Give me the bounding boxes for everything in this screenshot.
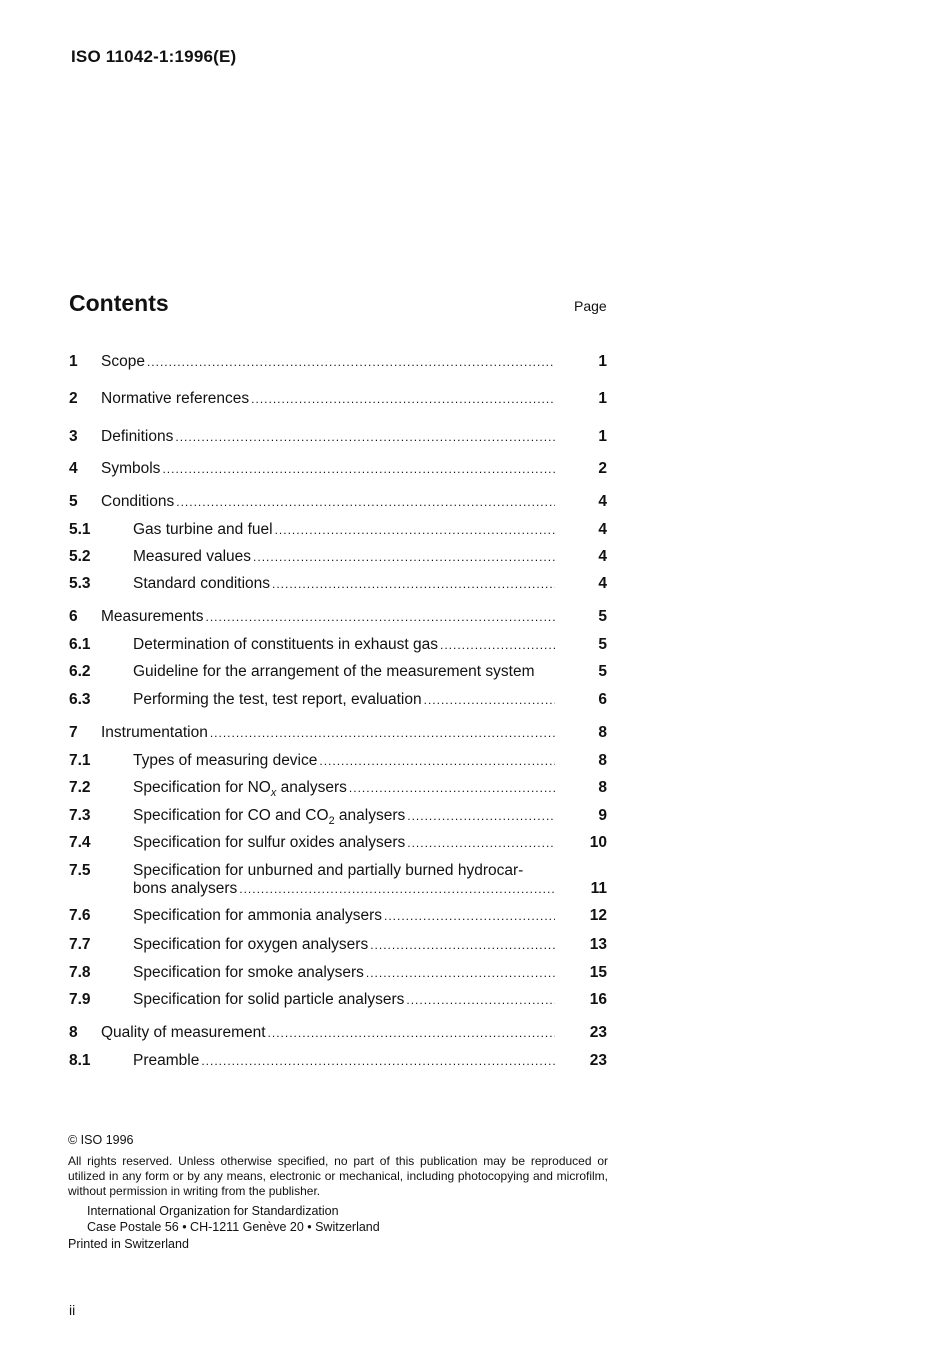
toc-label: Gas turbine and fuel <box>133 521 273 538</box>
toc-number: 7.9 <box>69 991 91 1008</box>
toc-number: 8.1 <box>69 1052 91 1069</box>
toc-page: 1 <box>598 353 607 370</box>
toc-page: 4 <box>598 493 607 510</box>
toc-number: 5 <box>69 493 78 510</box>
contents-title: Contents <box>69 290 169 316</box>
toc-page: 23 <box>589 1024 607 1041</box>
toc-label: Specification for $NO_x$ analysers <box>133 779 347 800</box>
toc-page: 2 <box>598 460 607 477</box>
publisher-address <box>87 1203 380 1235</box>
toc-number: 7 <box>69 724 78 741</box>
toc-label: Guideline for the arrangement of the measurement system <box>133 663 535 680</box>
toc-number: 7.6 <box>69 907 91 924</box>
toc-entry-6-2[interactable] <box>69 662 609 682</box>
toc-label: Specification for CO and $CO_2$ analysers <box>133 807 406 828</box>
toc-label: Performing the test, test report, evaluation <box>133 691 422 708</box>
toc-page: 1 <box>598 390 607 407</box>
toc-page: 4 <box>598 575 607 592</box>
toc-entry-3[interactable] <box>69 427 609 447</box>
document-id: ISO 11042-1:1996(E) <box>71 47 237 66</box>
toc-number: 2 <box>69 390 78 407</box>
toc-entry-7-2[interactable] <box>69 778 609 798</box>
toc-entry-1[interactable] <box>69 352 609 372</box>
toc-entry-5-1[interactable] <box>69 520 609 540</box>
toc-entry-7[interactable] <box>69 723 609 743</box>
toc-label: Measurements <box>101 608 204 625</box>
toc-number: 5.1 <box>69 521 91 538</box>
toc-entry-2[interactable] <box>69 389 609 409</box>
toc-number: 7.2 <box>69 779 91 796</box>
toc-entry-6-3[interactable] <box>69 690 609 710</box>
toc-label: Conditions <box>101 493 175 510</box>
toc-page: 5 <box>598 636 607 653</box>
toc-page: 15 <box>589 964 607 981</box>
toc-number: 5.3 <box>69 575 91 592</box>
printed-in: Printed in Switzerland <box>68 1237 189 1251</box>
toc-label-line1[interactable]: Specification for unburned and partially burned hydrocar- <box>133 862 524 879</box>
rights-statement: All rights reserved. Unless otherwise specified, no part of this publication may be reproduced or utilized in any form or by any means, electronic or mechanical, including photocopying and microfilm, without permission in writing from the publisher. <box>68 1154 608 1198</box>
toc-page: 4 <box>598 521 607 538</box>
toc-number: 7.4 <box>69 834 91 851</box>
toc-page: 9 <box>598 807 607 824</box>
toc-label: Specification for smoke analysers <box>133 964 364 981</box>
toc-label: Symbols <box>101 460 161 477</box>
toc-page: 11 <box>590 880 607 897</box>
toc-page: 23 <box>589 1052 607 1069</box>
org-name: International Organization for Standardization <box>87 1204 339 1218</box>
toc-entry-7-5[interactable] <box>69 879 609 899</box>
org-address: Case Postale 56 • CH-1211 Genève 20 • Switzerland <box>87 1220 380 1234</box>
toc-page: 16 <box>589 991 607 1008</box>
toc-entry-7-9[interactable] <box>69 990 609 1010</box>
toc-page: 13 <box>589 936 607 953</box>
toc-entry-5-2[interactable] <box>69 547 609 567</box>
toc-entry-7-4[interactable] <box>69 833 609 853</box>
toc-number: 3 <box>69 428 78 445</box>
toc-entry-8[interactable] <box>69 1023 609 1043</box>
toc-label: Normative references <box>101 390 250 407</box>
toc-page: 8 <box>598 752 607 769</box>
toc-entry-7-1[interactable] <box>69 751 609 771</box>
toc-entry-4[interactable] <box>69 459 609 479</box>
toc-label: Specification for ammonia analysers <box>133 907 382 924</box>
toc-label: Standard conditions <box>133 575 271 592</box>
toc-entry-5-3[interactable] <box>69 574 609 594</box>
toc-page: 1 <box>598 428 607 445</box>
toc-number: 7.3 <box>69 807 91 824</box>
toc-label: Preamble <box>133 1052 200 1069</box>
toc-page: 12 <box>589 907 607 924</box>
toc-number: 8 <box>69 1024 78 1041</box>
toc-label: Definitions <box>101 428 174 445</box>
toc-entry-7-3[interactable] <box>69 806 609 826</box>
toc-number: 6.2 <box>69 663 91 680</box>
toc-number: 6.1 <box>69 636 91 653</box>
toc-label: Scope <box>101 353 145 370</box>
toc-page: 4 <box>598 548 607 565</box>
toc-number: 7.5 <box>69 862 91 879</box>
page-number: ii <box>69 1302 76 1318</box>
toc-entry-7-8[interactable] <box>69 963 609 983</box>
toc-label: Quality of measurement <box>101 1024 266 1041</box>
toc-number: 7.7 <box>69 936 91 953</box>
toc-page: 5 <box>598 608 607 625</box>
page-column-label: Page <box>574 298 607 314</box>
toc-page: 8 <box>598 779 607 796</box>
toc-label: Specification for solid particle analysers <box>133 991 405 1008</box>
toc-number: 6 <box>69 608 78 625</box>
toc-label: Specification for sulfur oxides analysers <box>133 834 406 851</box>
toc-entry-6-1[interactable] <box>69 635 609 655</box>
toc-page: 5 <box>598 663 607 680</box>
copyright-notice: © ISO 1996 <box>68 1133 134 1147</box>
toc-entry-6[interactable] <box>69 607 609 627</box>
toc-entry-5[interactable] <box>69 492 609 512</box>
toc-entry-7-6[interactable] <box>69 906 609 926</box>
toc-label: Types of measuring device <box>133 752 318 769</box>
toc-page: 10 <box>589 834 607 851</box>
toc-number: 5.2 <box>69 548 91 565</box>
toc-label: Measured values <box>133 548 252 565</box>
toc-number: 1 <box>69 353 78 370</box>
toc-entry-7-7[interactable] <box>69 935 609 955</box>
toc-label: Determination of constituents in exhaust gas <box>133 636 439 653</box>
toc-label-line2: bons analysers <box>133 880 238 897</box>
toc-number: 7.1 <box>69 752 91 769</box>
toc-label: Specification for oxygen analysers <box>133 936 369 953</box>
toc-number: 4 <box>69 460 78 477</box>
toc-number: 6.3 <box>69 691 91 708</box>
toc-page: 8 <box>598 724 607 741</box>
toc-page: 6 <box>598 691 607 708</box>
toc-number: 7.8 <box>69 964 91 981</box>
toc-label: Instrumentation <box>101 724 208 741</box>
toc-entry-8-1[interactable] <box>69 1051 609 1071</box>
